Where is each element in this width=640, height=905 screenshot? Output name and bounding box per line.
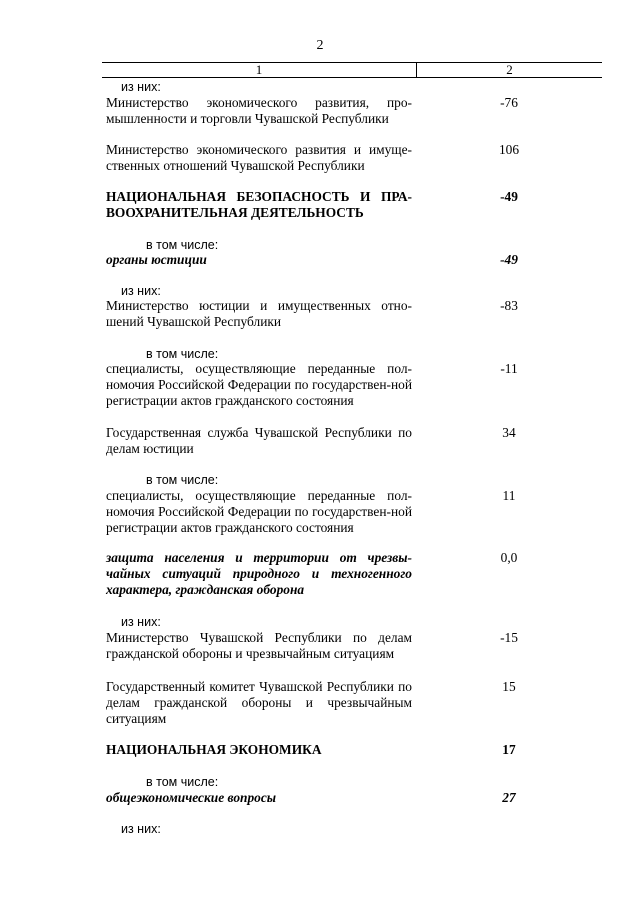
row-label: из них: [121,80,161,94]
section-value: 17 [502,742,516,757]
row-value: -83 [500,298,518,313]
row-label: в том числе: [146,473,219,487]
subsection-heading: органы юстиции [106,252,207,267]
row-value: -15 [500,630,518,645]
subsection-value: 27 [502,790,516,805]
row-value: 15 [502,679,516,694]
table-header [102,62,602,78]
row-label: специалисты, осуществляющие переданные пол-номочия Российской Федерации по государствен-ной регистрации актов гражданского состояния [106,361,412,408]
row-label: в том числе: [146,775,219,789]
row-label: из них: [121,284,161,298]
row-label: Министерство Чувашской Республики по делам гражданской обороны и чрезвычайным ситуациям [106,630,412,661]
row-value: -76 [500,95,518,110]
column-header-1: 1 [255,62,263,77]
subsection-heading: защита населения и территории от чрезвы-чайных ситуаций природного и техногенного характера, гражданская оборона [106,550,412,597]
row-label: в том числе: [146,347,219,361]
row-label: в том числе: [146,238,219,252]
subsection-heading: общеэкономические вопросы [106,790,277,805]
row-label: из них: [121,822,161,836]
row-value: -11 [500,361,518,376]
section-heading: НАЦИОНАЛЬНАЯ БЕЗОПАСНОСТЬ И ПРА-ВООХРАНИТЕЛЬНАЯ ДЕЯТЕЛЬНОСТЬ [106,189,412,220]
row-value: 34 [502,425,516,440]
row-label: Министерство экономического развития и имуще-ственных отношений Чувашской Республики [106,142,412,173]
subsection-value: 0,0 [500,550,518,565]
row-label: специалисты, осуществляющие переданные пол-номочия Российской Федерации по государствен-ной регистрации актов гражданского состояния [106,488,412,535]
row-value: 11 [502,488,516,503]
row-value: 106 [498,142,520,157]
row-label: Министерство экономического развития, про-мышленности и торговли Чувашской Республики [106,95,412,126]
section-value: -49 [500,189,518,204]
column-header-2: 2 [506,62,513,77]
subsection-value: -49 [500,252,518,267]
row-label: Государственный комитет Чувашской Республики по делам гражданской обороны и чрезвычайным ситуациям [106,679,412,726]
row-label: из них: [121,615,161,629]
row-label: Государственная служба Чувашской Республики по делам юстиции [106,425,412,456]
page-number: 2 [316,38,324,53]
row-label: Министерство юстиции и имущественных отно-шений Чувашской Республики [106,298,412,329]
section-heading: НАЦИОНАЛЬНАЯ ЭКОНОМИКА [106,742,322,757]
